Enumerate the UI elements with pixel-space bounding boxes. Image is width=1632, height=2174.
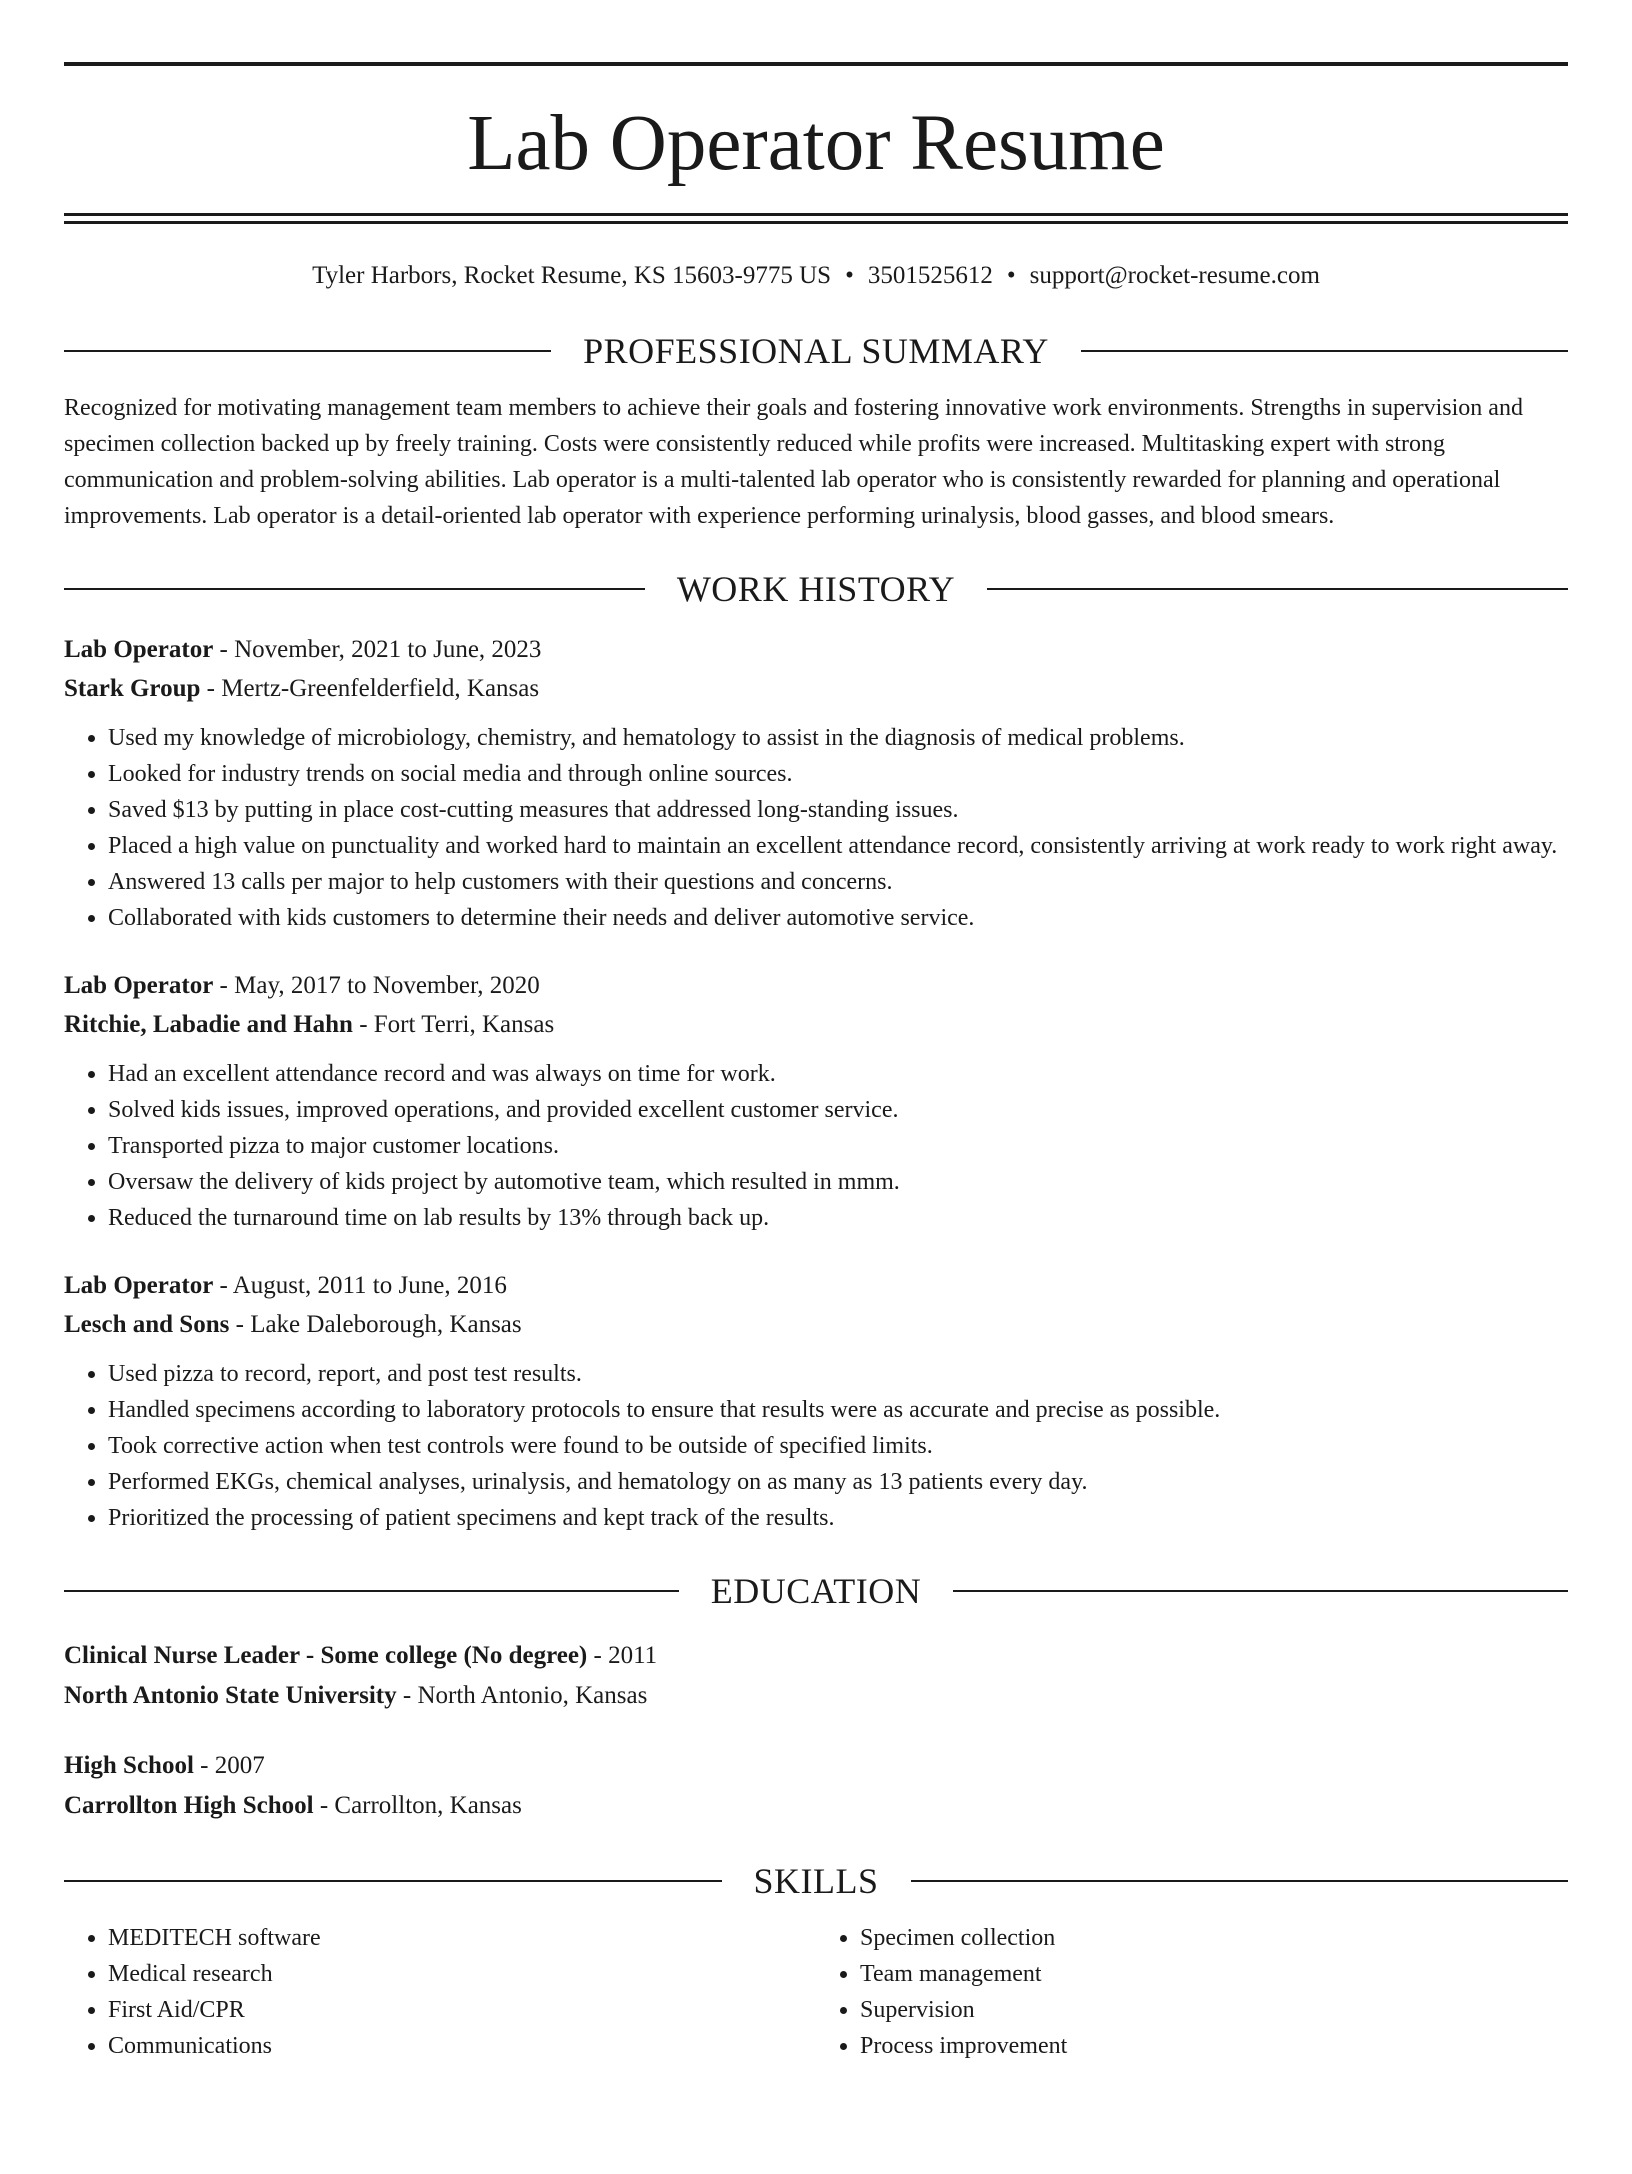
job-bullet: • Reduced the turnaround time on lab results by 13% through back up. [108, 1200, 1568, 1236]
job-title: Lab Operator [64, 1272, 214, 1299]
education-degree: High School [64, 1752, 194, 1779]
job-bullet: • Had an excellent attendance record and was always on time for work. [108, 1056, 1568, 1092]
skill-item: • Specimen collection [860, 1920, 1568, 1956]
job-location: Fort Terri, Kansas [373, 1011, 555, 1038]
skill-item: • MEDITECH software [108, 1920, 816, 1956]
section-rule [64, 588, 645, 590]
job-location: Lake Daleborough, Kansas [250, 1311, 522, 1338]
job-bullet: • Collaborated with kids customers to determine their needs and deliver automotive service. [108, 900, 1568, 936]
job-title: Lab Operator [64, 972, 214, 999]
section-rule [953, 1590, 1568, 1592]
job-bullet: • Handled specimens according to laboratory protocols to ensure that results were as accurate and precise as possible. [108, 1392, 1568, 1428]
skill-item: • Medical research [108, 1956, 816, 1992]
section-education [64, 1560, 1568, 1622]
skill-item: • Communications [108, 2028, 816, 2064]
job-entry [64, 966, 1568, 1236]
section-rule [64, 350, 551, 352]
job-company: Stark Group [64, 675, 201, 702]
section-rule [911, 1880, 1569, 1882]
section-title: EDUCATION [710, 1571, 922, 1611]
education-entry [64, 1636, 1568, 1716]
section-rule [64, 1590, 679, 1592]
job-company-line: Ritchie, Labadie and Hahn - Fort Terri, Kansas [64, 1011, 555, 1038]
education-degree: Clinical Nurse Leader - Some college (No degree) [64, 1642, 588, 1669]
contact-separator: • [1006, 262, 1016, 289]
job-bullet: • Used pizza to record, report, and post test results. [108, 1356, 1568, 1392]
education-degree-line: High School - 2007 [64, 1752, 265, 1779]
education-degree-line: Clinical Nurse Leader - Some college (No degree) - 2011 [64, 1642, 658, 1669]
job-company-line: Stark Group - Mertz-Greenfelderfield, Kansas [64, 675, 540, 702]
job-bullet: • Answered 13 calls per major to help customers with their questions and concerns. [108, 864, 1568, 900]
resume-page [0, 62, 1632, 2174]
job-bullets [64, 1356, 1568, 1536]
skills-column-left [64, 1920, 816, 2064]
section-work-history [64, 558, 1568, 620]
job-company: Ritchie, Labadie and Hahn [64, 1011, 353, 1038]
job-bullet: • Solved kids issues, improved operations, and provided excellent customer service. [108, 1092, 1568, 1128]
job-dates: May, 2017 to November, 2020 [234, 972, 540, 999]
education-entry [64, 1746, 1568, 1826]
section-rule [64, 1880, 722, 1882]
job-company: Lesch and Sons [64, 1311, 230, 1338]
job-bullet: • Performed EKGs, chemical analyses, urinalysis, and hematology on as many as 13 patients every day. [108, 1464, 1568, 1500]
job-location: Mertz-Greenfelderfield, Kansas [221, 675, 540, 702]
contact-separator: • [845, 262, 854, 289]
job-title-line: Lab Operator - November, 2021 to June, 2023 [64, 636, 542, 663]
contact-address: Tyler Harbors, Rocket Resume, KS 15603-9775 US [312, 262, 832, 289]
job-bullet: • Placed a high value on punctuality and worked hard to maintain an excellent attendance record, consistently arriving at work ready to work right away. [108, 828, 1568, 864]
skill-item: • Process improvement [860, 2028, 1568, 2064]
job-bullet: • Prioritized the processing of patient specimens and kept track of the results. [108, 1500, 1568, 1536]
job-entry [64, 1266, 1568, 1536]
section-title: WORK HISTORY [676, 569, 956, 609]
job-title-line: Lab Operator - May, 2017 to November, 2020 [64, 972, 540, 999]
job-dates: November, 2021 to June, 2023 [234, 636, 542, 663]
job-entry [64, 630, 1568, 936]
education-year: 2011 [608, 1642, 658, 1669]
page-title: Lab Operator Resume [467, 100, 1165, 187]
job-bullets [64, 1056, 1568, 1236]
section-skills [64, 1850, 1568, 1912]
education-location: Carrollton, Kansas [334, 1792, 522, 1819]
education-school: Carrollton High School [64, 1792, 314, 1819]
title-double-rule [64, 213, 1568, 224]
job-company-line: Lesch and Sons - Lake Daleborough, Kansas [64, 1311, 522, 1338]
contact-line [64, 256, 1568, 296]
job-title-line: Lab Operator - August, 2011 to June, 2016 [64, 1272, 507, 1299]
education-school-line: Carrollton High School - Carrollton, Kansas [64, 1792, 522, 1819]
job-bullet: • Used my knowledge of microbiology, chemistry, and hematology to assist in the diagnosis of medical problems. [108, 720, 1568, 756]
section-title: PROFESSIONAL SUMMARY [583, 331, 1049, 371]
job-bullet: • Saved $13 by putting in place cost-cutting measures that addressed long-standing issues. [108, 792, 1568, 828]
section-rule [987, 588, 1568, 590]
skill-item: • Supervision [860, 1992, 1568, 2028]
top-rule [64, 62, 1568, 66]
job-title: Lab Operator [64, 636, 214, 663]
contact-phone: 3501525612 [867, 262, 993, 289]
section-title: SKILLS [753, 1861, 879, 1901]
job-bullets [64, 720, 1568, 936]
education-year: 2007 [214, 1752, 265, 1779]
skill-item: • First Aid/CPR [108, 1992, 816, 2028]
education-school-line: North Antonio State University - North Antonio, Kansas [64, 1682, 648, 1709]
education-location: North Antonio, Kansas [417, 1682, 648, 1709]
skills-column-right [816, 1920, 1568, 2064]
job-bullet: • Took corrective action when test controls were found to be outside of specified limits. [108, 1428, 1568, 1464]
job-bullet: • Looked for industry trends on social media and through online sources. [108, 756, 1568, 792]
job-bullet: • Oversaw the delivery of kids project by automotive team, which resulted in mmm. [108, 1164, 1568, 1200]
contact-email: support@rocket-resume.com [1029, 262, 1320, 289]
skill-item: • Team management [860, 1956, 1568, 1992]
section-professional-summary [64, 320, 1568, 382]
job-dates: August, 2011 to June, 2016 [232, 1272, 507, 1299]
education-school: North Antonio State University [64, 1682, 397, 1709]
section-rule [1081, 350, 1568, 352]
skills-grid [64, 1920, 1568, 2064]
summary-text: Recognized for motivating management team members to achieve their goals and fostering innovative work environments. Strengths in supervision and specimen collection backed up by freely training. Costs were consistently reduced while profits were increased. Multitasking expert with strong communication and problem-solving abilities. Lab operator is a multi-talented lab operator who is consistently rewarded for planning and operational improvements. Lab operator is a detail-oriented lab operator with experience performing urinalysis, blood gasses, and blood smears. [64, 395, 1523, 529]
job-bullet: • Transported pizza to major customer locations. [108, 1128, 1568, 1164]
work-history-list [64, 630, 1568, 1536]
